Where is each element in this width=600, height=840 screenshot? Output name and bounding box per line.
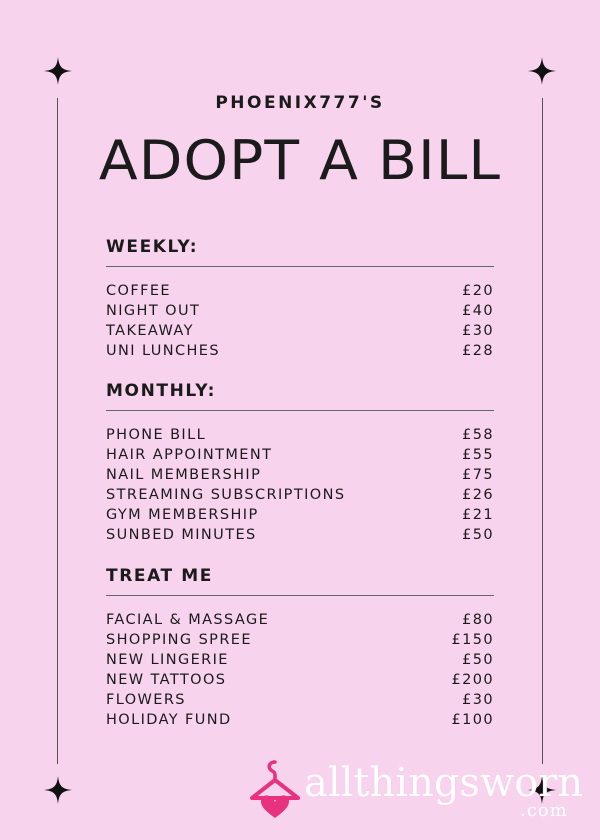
frame-line-left	[57, 98, 58, 764]
item-price: £150	[451, 632, 494, 648]
item-price: £100	[451, 712, 494, 728]
item-label: GYM MEMBERSHIP	[106, 507, 259, 523]
list-item	[106, 321, 494, 341]
watermark-tld: .com	[520, 800, 568, 821]
list-item	[106, 281, 494, 301]
item-price: £28	[462, 343, 494, 359]
page-subtitle: PHOENIX777'S	[215, 93, 385, 113]
item-price: £20	[462, 283, 494, 299]
item-price: £21	[462, 507, 494, 523]
list-item	[106, 525, 494, 545]
list-item	[106, 505, 494, 525]
list-item	[106, 650, 494, 670]
section-divider	[106, 595, 494, 596]
list-item	[106, 425, 494, 445]
section-heading: WEEKLY:	[106, 237, 199, 257]
page-title: ADOPT A BILL	[98, 129, 502, 192]
item-price: £55	[462, 447, 494, 463]
item-label: HAIR APPOINTMENT	[106, 447, 273, 463]
item-label: NEW LINGERIE	[106, 652, 229, 668]
section-weekly	[106, 236, 494, 361]
item-label: TAKEAWAY	[106, 323, 194, 339]
item-label: FLOWERS	[106, 692, 186, 708]
frame-line-right	[542, 98, 543, 764]
list-item	[106, 630, 494, 650]
item-price: £75	[462, 467, 494, 483]
item-price: £50	[462, 652, 494, 668]
item-price: £30	[462, 323, 494, 339]
section-treat-me	[106, 565, 494, 730]
watermark-logo	[248, 756, 588, 826]
item-label: HOLIDAY FUND	[106, 712, 232, 728]
item-label: FACIAL & MASSAGE	[106, 612, 270, 628]
item-label: NEW TATTOOS	[106, 672, 227, 688]
item-label: SUNBED MINUTES	[106, 527, 257, 543]
list-item	[106, 670, 494, 690]
section-monthly	[106, 380, 494, 545]
item-label: STREAMING SUBSCRIPTIONS	[106, 487, 346, 503]
item-price: £50	[462, 527, 494, 543]
list-item	[106, 485, 494, 505]
list-item	[106, 610, 494, 630]
item-price: £80	[462, 612, 494, 628]
item-price: £40	[462, 303, 494, 319]
section-divider	[106, 266, 494, 267]
section-divider	[106, 410, 494, 411]
item-price: £26	[462, 487, 494, 503]
sparkle-star-icon	[44, 776, 72, 804]
item-label: SHOPPING SPREE	[106, 632, 252, 648]
list-item	[106, 301, 494, 321]
section-heading: MONTHLY:	[106, 381, 217, 401]
item-price: £30	[462, 692, 494, 708]
item-label: NIGHT OUT	[106, 303, 201, 319]
sparkle-star-icon	[528, 57, 556, 85]
item-label: PHONE BILL	[106, 427, 207, 443]
watermark-brand: allthingsworn	[304, 760, 584, 806]
sparkle-star-icon	[44, 57, 72, 85]
item-label: NAIL MEMBERSHIP	[106, 467, 262, 483]
hanger-heart-icon	[248, 756, 302, 822]
list-item	[106, 445, 494, 465]
list-item	[106, 690, 494, 710]
item-price: £200	[451, 672, 494, 688]
list-item	[106, 465, 494, 485]
list-item	[106, 341, 494, 361]
item-label: COFFEE	[106, 283, 171, 299]
list-item	[106, 710, 494, 730]
item-label: UNI LUNCHES	[106, 343, 220, 359]
section-heading: TREAT ME	[106, 566, 213, 586]
item-price: £58	[462, 427, 494, 443]
